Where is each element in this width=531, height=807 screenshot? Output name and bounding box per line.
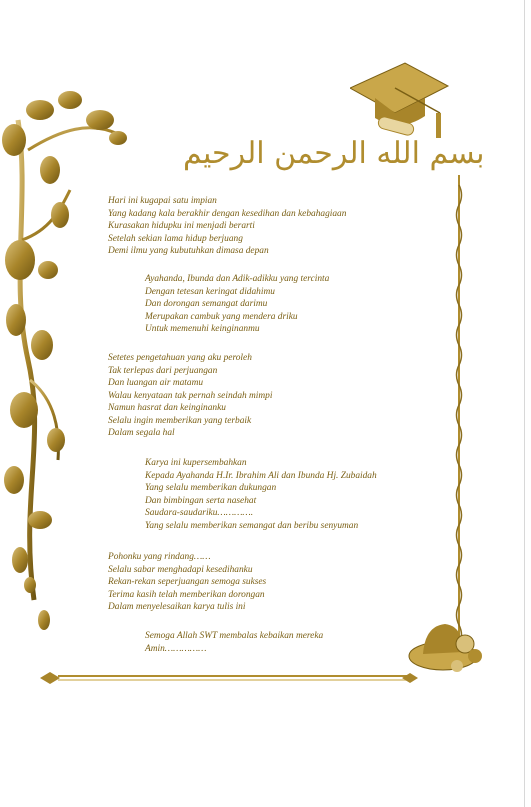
stanza-4 (145, 457, 377, 532)
poem-line: Tak terlepas dari perjuangan (108, 365, 218, 376)
poem-line: Pohonku yang rindang…… (108, 552, 211, 562)
poem-line: Namun hasrat dan keinginanku (108, 403, 226, 413)
poem-line: Walau kenyataan tak pernah seindah mimpi (108, 390, 273, 401)
poem-line: Terima kasih telah memberikan dorongan (108, 589, 265, 600)
poem-line: Kepada Ayahanda H.Ir. Ibrahim Ali dan Ibunda Hj. Zubaidah (145, 470, 377, 481)
poem-line: Hari ini kugapai satu impian (108, 196, 217, 206)
hat-flower-decoration (405, 614, 485, 684)
poem-line: Rekan-rekan seperjuangan semoga sukses (108, 577, 267, 587)
graduation-cap-icon (350, 58, 450, 148)
poem-line: Yang selalu memberikan dukungan (145, 483, 277, 493)
poem-line: Setelah sekian lama hidup berjuang (108, 233, 243, 244)
poem-line: Amin…………… (145, 643, 207, 654)
poem-line: Dalam segala hal (108, 428, 175, 438)
right-border-decoration (453, 175, 465, 665)
poem-line: Kurasakan hidupku ini menjadi berarti (108, 221, 255, 231)
bismillah-calligraphy: بسم الله الرحمن الرحيم (183, 136, 485, 171)
poem-line: Yang selalu memberikan semangat dan beribu senyuman (145, 520, 359, 531)
bottom-border-decoration (40, 668, 420, 688)
stanza-2 (145, 273, 329, 336)
poem-line: Merupakan cambuk yang mendera driku (145, 311, 298, 322)
poem-line: Selalu ingin memberikan yang terbaik (108, 415, 252, 426)
stanza-6 (145, 630, 323, 655)
page-edge (524, 0, 525, 807)
poem-line: Dan dorongan semangat darimu (145, 299, 268, 309)
stanza-1 (108, 195, 346, 258)
poem-line: Dan bimbingan serta nasehat (145, 495, 257, 506)
poem-line: Saudara-saudariku…………. (145, 508, 254, 518)
poem-line: Setetes pengetahuan yang aku peroleh (108, 353, 252, 363)
poem-line: Dan luangan air matamu (108, 378, 204, 388)
poem-line: Semoga Allah SWT membalas kebaikan mereka (145, 631, 324, 641)
poem-line: Selalu sabar menghadapi kesedihanku (108, 564, 253, 575)
poem-line: Dalam menyelesaikan karya tulis ini (108, 602, 246, 612)
poem-line: Ayahanda, Ibunda dan Adik-adikku yang tercinta (145, 274, 330, 284)
poem-line: Demi ilmu yang kubutuhkan dimasa depan (108, 246, 269, 256)
poem-line: Yang kadang kala berakhir dengan kesedihan dan kebahagiaan (108, 208, 347, 219)
poem-line: Dengan tetesan keringat didahimu (145, 286, 275, 297)
poem-line: Karya ini kupersembahkan (145, 458, 247, 468)
stanza-3 (108, 352, 272, 440)
poem-line: Untuk memenuhi keinginanmu (145, 324, 260, 334)
stanza-5 (108, 551, 266, 614)
